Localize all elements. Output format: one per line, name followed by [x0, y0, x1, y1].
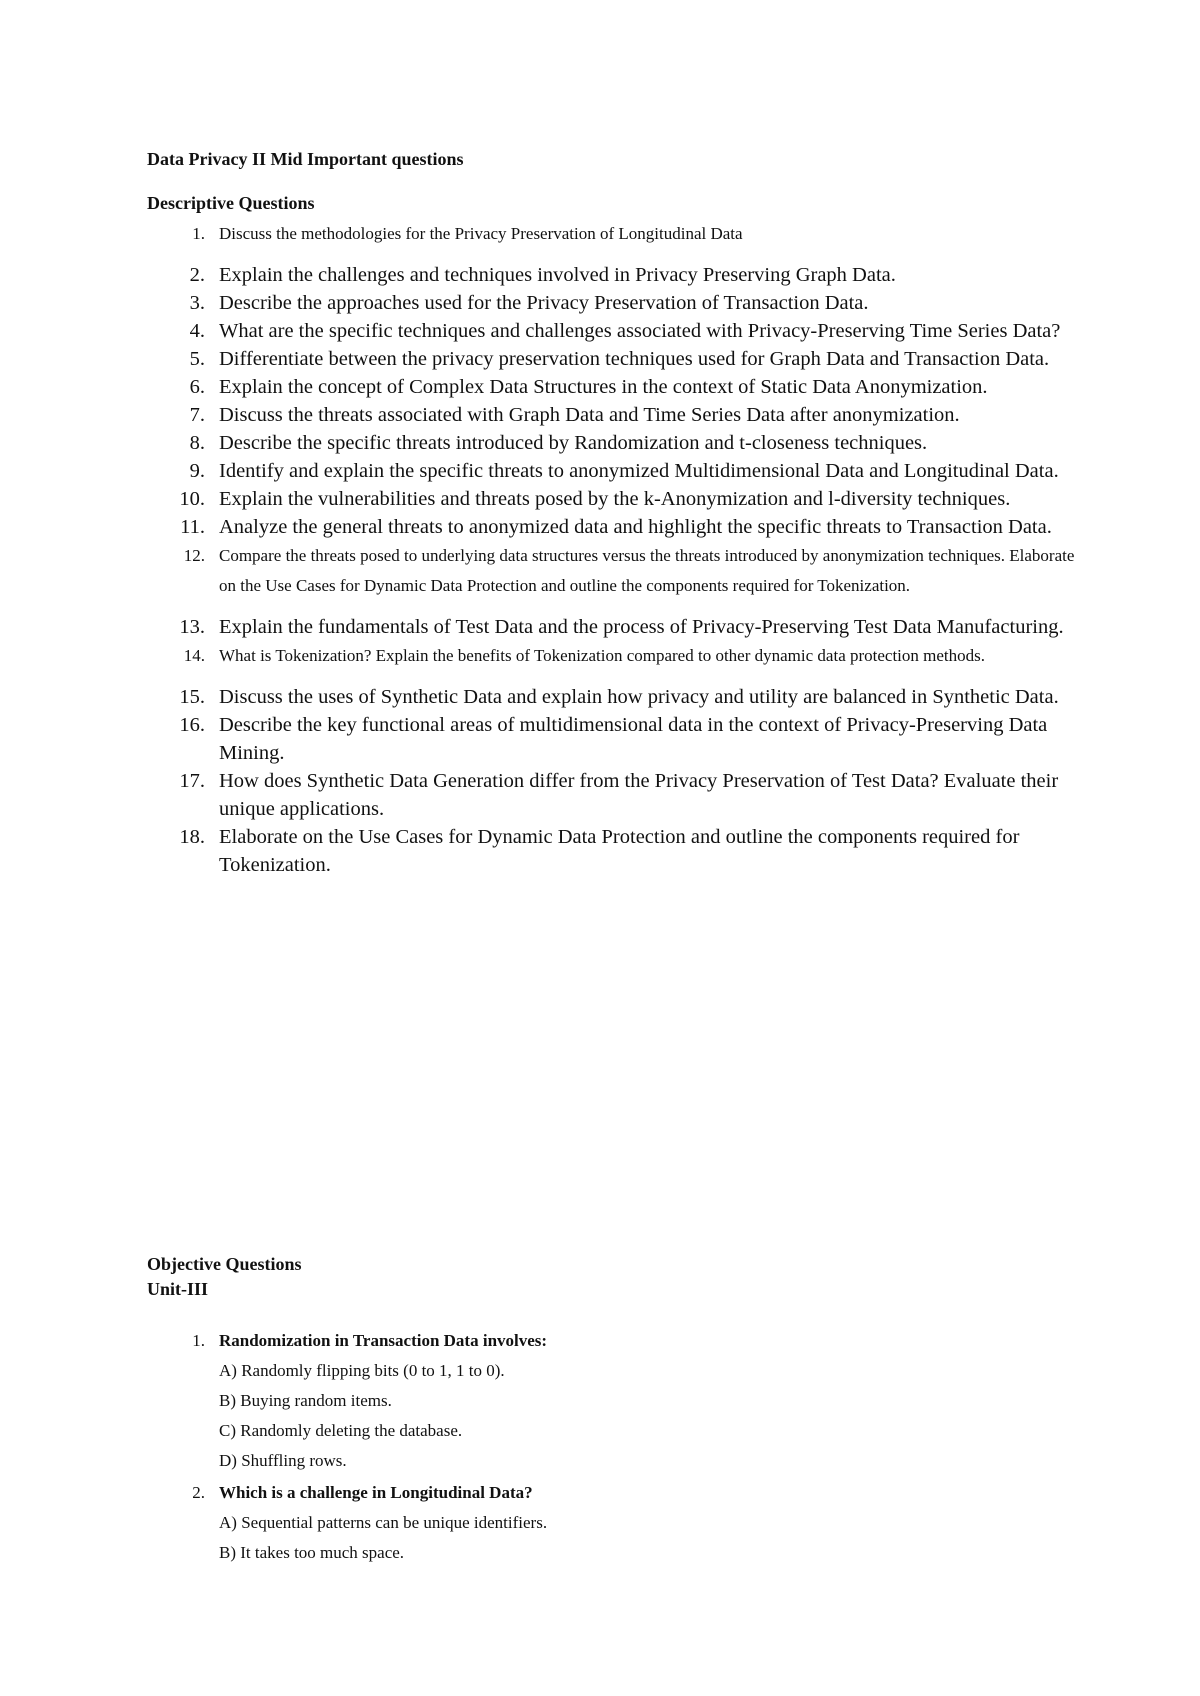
list-item: [147, 711, 1077, 767]
option-a: A) Randomly flipping bits (0 to 1, 1 to 0).: [219, 1361, 505, 1380]
question-number: 11.: [180, 516, 205, 538]
question-text: Elaborate on the Use Cases for Dynamic Data Protection and outline the components required for Tokenization.: [219, 826, 1020, 876]
question-number: 8.: [189, 432, 205, 454]
option-b: B) Buying random items.: [219, 1391, 392, 1410]
list-item: [147, 429, 1077, 457]
list-item: [147, 541, 1077, 601]
question-number: 14.: [183, 646, 205, 665]
question-text: Describe the key functional areas of multidimensional data in the context of Privacy-Preserving Data Mining.: [219, 714, 1048, 764]
question-text: Randomization in Transaction Data involves:: [219, 1331, 548, 1350]
option-b: B) It takes too much space.: [219, 1543, 405, 1562]
option-d: D) Shuffling rows.: [219, 1451, 347, 1470]
option-a: A) Sequential patterns can be unique identifiers.: [219, 1513, 548, 1532]
question-text: Describe the specific threats introduced by Randomization and t-closeness techniques.: [219, 432, 928, 454]
descriptive-question-list: [147, 219, 1077, 879]
option-c: C) Randomly deleting the database.: [219, 1421, 463, 1440]
list-item: [147, 513, 1077, 541]
list-item: [147, 823, 1077, 879]
list-item: [147, 289, 1077, 317]
question-number: 1.: [192, 1331, 205, 1350]
list-item: [147, 641, 1077, 671]
question-number: 4.: [189, 320, 205, 342]
list-item: [147, 683, 1077, 711]
list-item: [147, 261, 1077, 289]
list-item: [147, 373, 1077, 401]
list-item: [147, 613, 1077, 641]
question-text: Describe the approaches used for the Privacy Preservation of Transaction Data.: [219, 292, 869, 314]
question-number: 1.: [192, 224, 205, 243]
question-number: 10.: [179, 488, 205, 510]
list-item: [147, 485, 1077, 513]
list-item: [147, 767, 1077, 823]
question-number: 16.: [179, 714, 205, 736]
question-number: 15.: [179, 686, 205, 708]
question-text: Differentiate between the privacy preservation techniques used for Graph Data and Transaction Data.: [219, 348, 1050, 370]
question-text: What is Tokenization? Explain the benefits of Tokenization compared to other dynamic data protection methods.: [219, 646, 986, 665]
question-text: Explain the fundamentals of Test Data and the process of Privacy-Preserving Test Data Manufacturing.: [219, 616, 1064, 638]
question-text: Discuss the threats associated with Graph Data and Time Series Data after anonymization.: [219, 404, 960, 426]
list-item: [147, 1326, 1077, 1476]
question-text: Which is a challenge in Longitudinal Data?: [219, 1483, 533, 1502]
question-number: 2.: [192, 1483, 205, 1502]
question-text: How does Synthetic Data Generation differ from the Privacy Preservation of Test Data? Evaluate their unique applications.: [219, 770, 1059, 820]
question-text: Analyze the general threats to anonymized data and highlight the specific threats to Transaction Data.: [219, 516, 1052, 538]
list-item: [147, 345, 1077, 373]
question-text: Explain the concept of Complex Data Structures in the context of Static Data Anonymization.: [219, 376, 988, 398]
question-text: Explain the challenges and techniques involved in Privacy Preserving Graph Data.: [219, 264, 896, 286]
question-number: 3.: [189, 292, 205, 314]
question-number: 17.: [179, 770, 205, 792]
question-text: Discuss the methodologies for the Privacy Preservation of Longitudinal Data: [219, 224, 743, 243]
question-text: What are the specific techniques and challenges associated with Privacy-Preserving Time Series Data?: [219, 320, 1061, 342]
question-number: 18.: [179, 826, 205, 848]
objective-heading: Objective Questions: [147, 1254, 302, 1274]
list-item: [147, 317, 1077, 345]
question-number: 9.: [189, 460, 205, 482]
question-number: 2.: [189, 264, 205, 286]
list-item: [147, 401, 1077, 429]
question-text: Identify and explain the specific threats to anonymized Multidimensional Data and Longitudinal Data.: [219, 460, 1059, 482]
descriptive-heading: Descriptive Questions: [147, 193, 315, 213]
question-number: 5.: [189, 348, 205, 370]
question-text: Explain the vulnerabilities and threats posed by the k-Anonymization and l-diversity techniques.: [219, 488, 1011, 510]
question-number: 6.: [189, 376, 205, 398]
page-title: Data Privacy II Mid Important questions: [147, 149, 464, 169]
list-item: [147, 219, 1077, 249]
question-text: Compare the threats posed to underlying data structures versus the threats introduced by anonymization techniques. Elaborate on the Use Cases for Dynamic Data Protection and outline the components required for Tokenization.: [219, 546, 1075, 595]
list-item: [147, 1478, 1077, 1568]
objective-question-list: [147, 1326, 1077, 1570]
unit-heading: Unit-III: [147, 1279, 209, 1299]
list-item: [147, 457, 1077, 485]
question-number: 7.: [189, 404, 205, 426]
question-text: Discuss the uses of Synthetic Data and explain how privacy and utility are balanced in Synthetic Data.: [219, 686, 1059, 708]
question-number: 12.: [183, 546, 205, 565]
question-number: 13.: [179, 616, 205, 638]
